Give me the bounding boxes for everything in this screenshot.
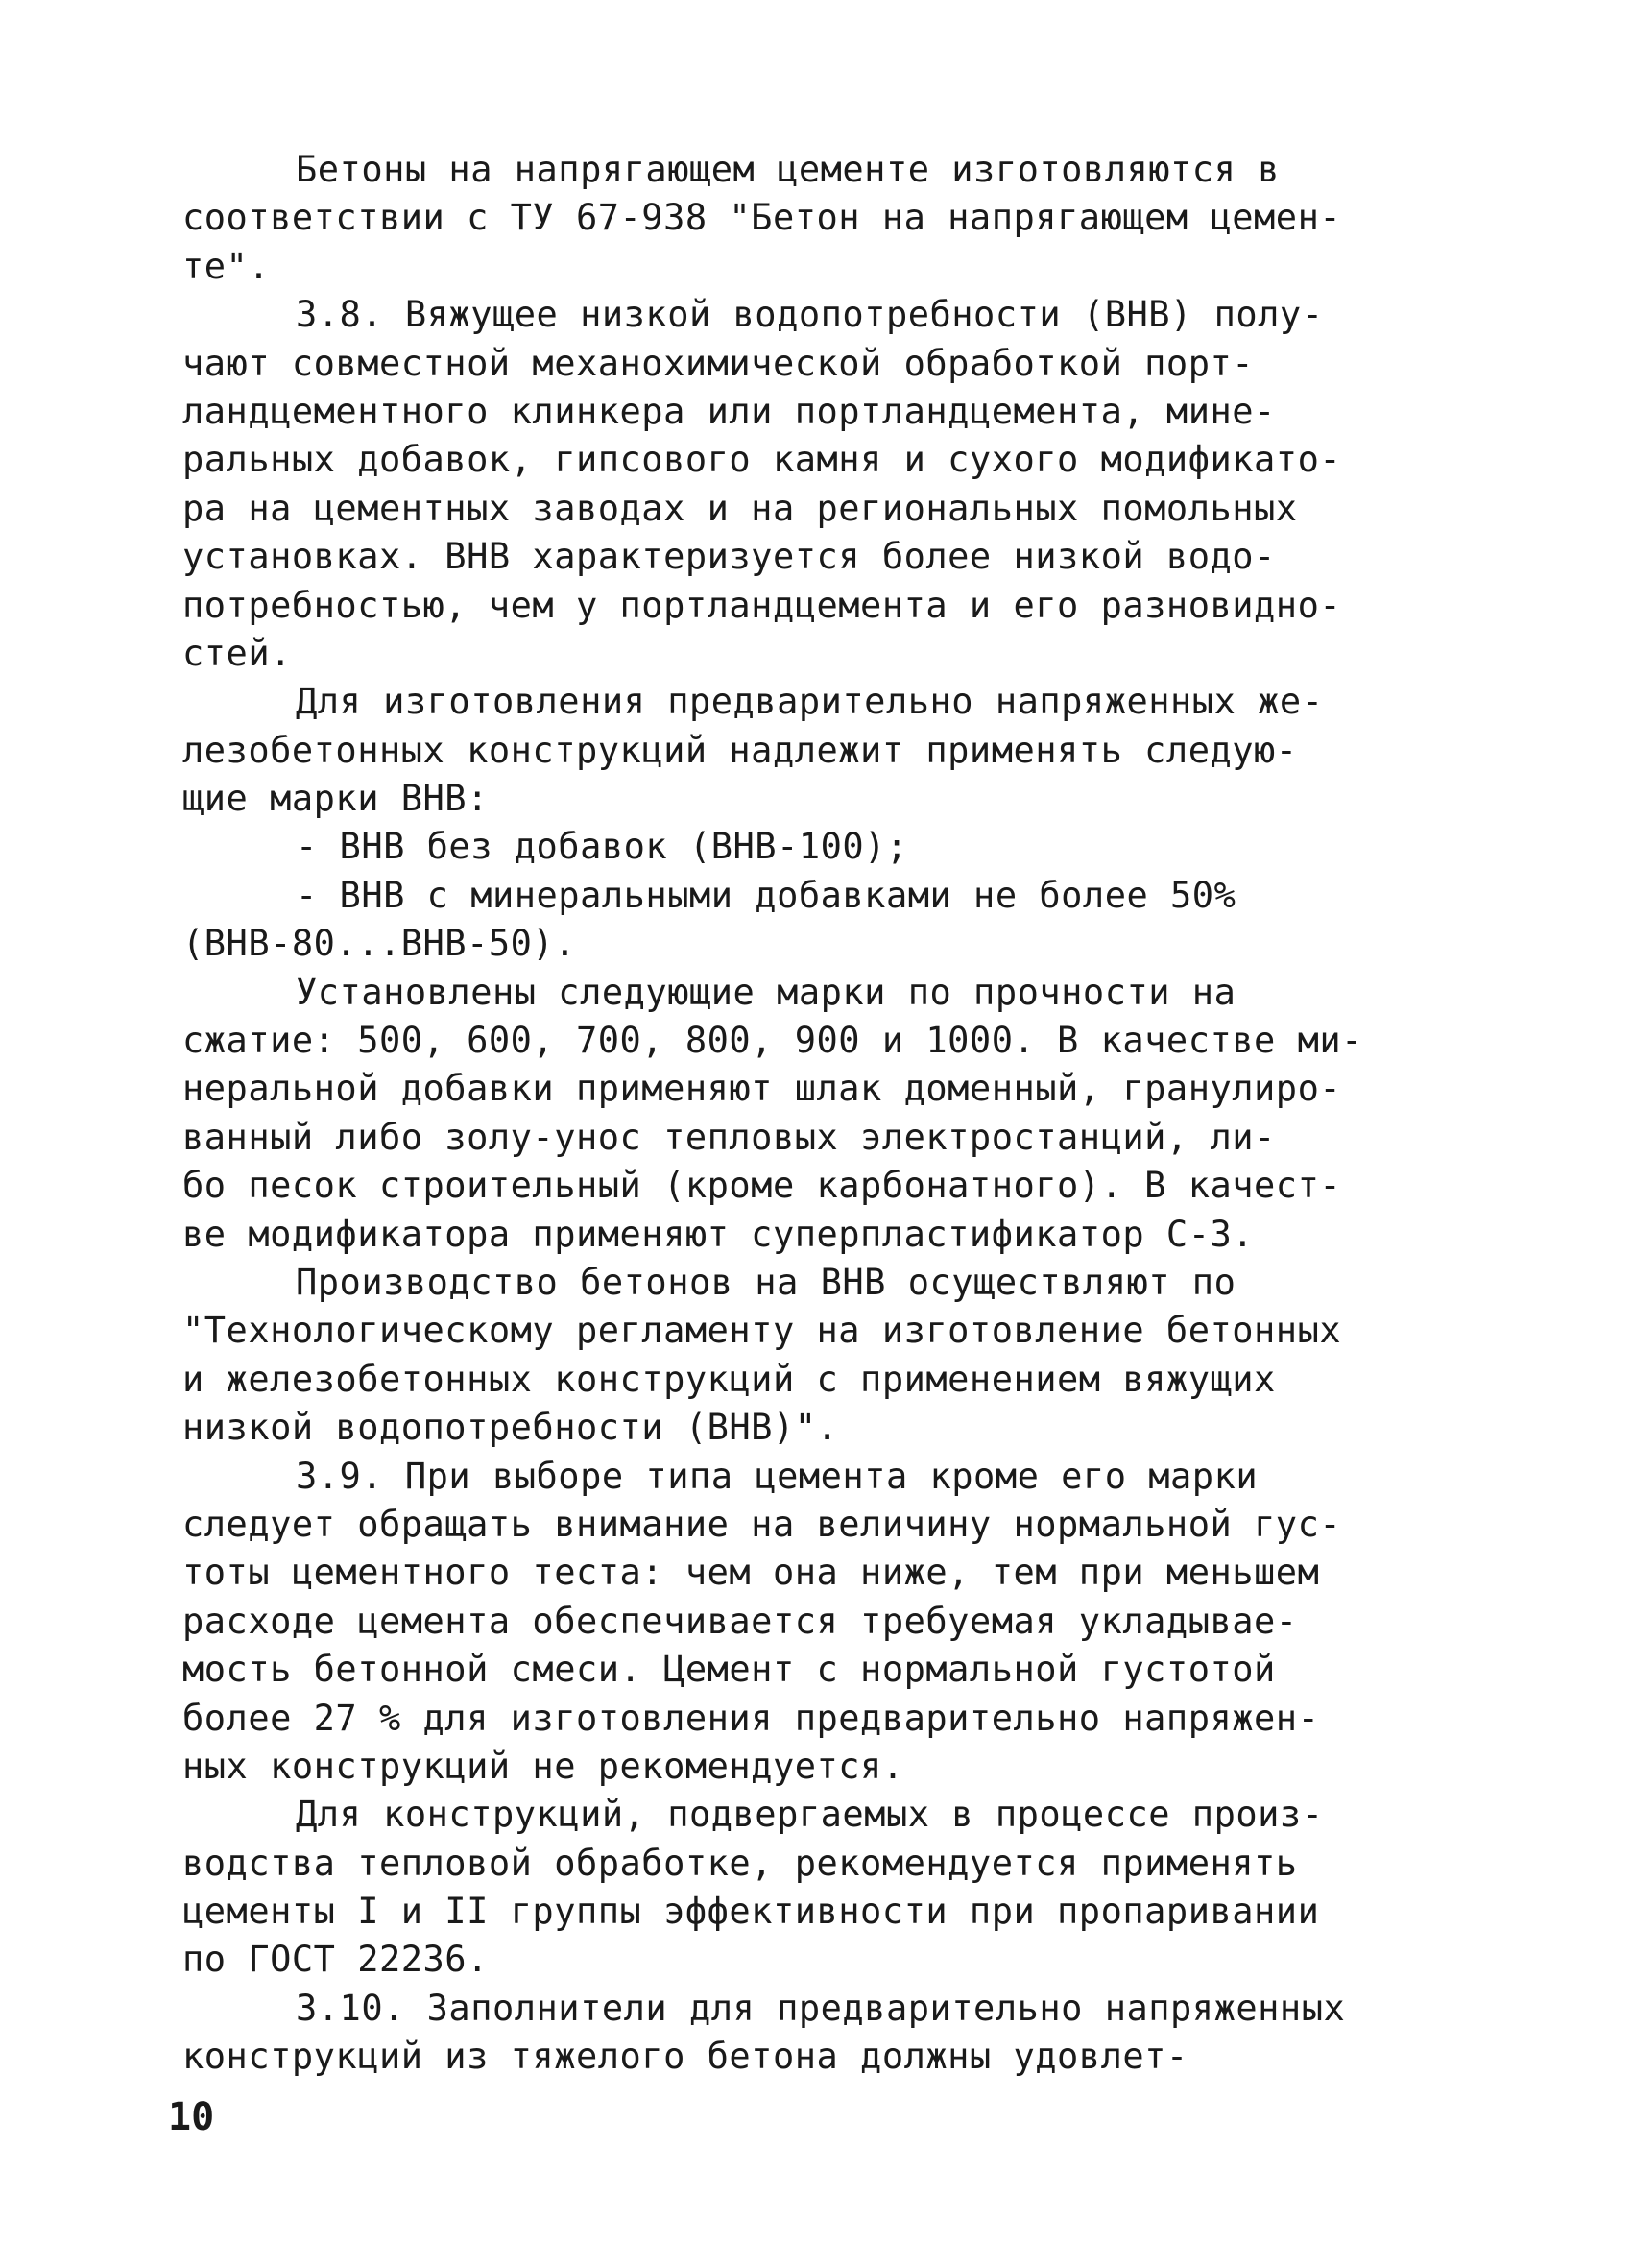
text-line: - ВНВ без добавок (ВНВ-100); bbox=[296, 826, 908, 868]
page-number: 10 bbox=[168, 2095, 215, 2139]
text-line: стей. bbox=[182, 632, 292, 674]
text-line: тоты цементного теста: чем она ниже, тем при меньшем bbox=[182, 1552, 1320, 1594]
text-line: те". bbox=[182, 245, 271, 287]
text-line: Для конструкций, подвергаемых в процессе произ- bbox=[296, 1794, 1324, 1836]
text-line: 3.8. Вяжущее низкой водопотребности (ВНВ) полу- bbox=[296, 294, 1324, 336]
text-line: щие марки ВНВ: bbox=[182, 778, 489, 820]
text-line: следует обращать внимание на величину нормальной гус- bbox=[182, 1503, 1342, 1545]
text-line: цементы I и II группы эффективности при пропаривании bbox=[182, 1891, 1320, 1933]
text-line: более 27 % для изготовления предварительно напряжен- bbox=[182, 1697, 1320, 1739]
text-line: 3.10. Заполнители для предварительно напряженных bbox=[296, 1987, 1346, 2029]
text-line: водства тепловой обработке, рекомендуется применять bbox=[182, 1842, 1298, 1884]
text-line: расходе цемента обеспечивается требуемая укладывае- bbox=[182, 1600, 1298, 1642]
text-line: установках. ВНВ характеризуется более низкой водо- bbox=[182, 536, 1276, 578]
text-line: сжатие: 500, 600, 700, 800, 900 и 1000. В качестве ми- bbox=[182, 1020, 1363, 1062]
text-line: соответствии с ТУ 67-938 "Бетон на напрягающем цемен- bbox=[182, 197, 1342, 239]
text-line: Для изготовления предварительно напряженных же- bbox=[296, 681, 1324, 723]
text-line: "Технологическому регламенту на изготовление бетонных bbox=[182, 1310, 1342, 1352]
body-text bbox=[182, 146, 1474, 2082]
text-line: мость бетонной смеси. Цемент с нормальной густотой bbox=[182, 1649, 1276, 1691]
text-line: конструкций из тяжелого бетона должны удовлет- bbox=[182, 2036, 1188, 2078]
text-line: лезобетонных конструкций надлежит применять следую- bbox=[182, 729, 1298, 771]
text-line: 3.9. При выборе типа цемента кроме его марки bbox=[296, 1455, 1259, 1497]
text-line: потребностью, чем у портландцемента и его разновидно- bbox=[182, 584, 1342, 626]
text-line: и железобетонных конструкций с применением вяжущих bbox=[182, 1358, 1276, 1400]
text-line: ных конструкций не рекомендуется. bbox=[182, 1745, 904, 1787]
text-line: неральной добавки применяют шлак доменный, гранулиро- bbox=[182, 1068, 1342, 1110]
text-line: ра на цементных заводах и на региональных помольных bbox=[182, 487, 1298, 529]
text-line: по ГОСТ 22236. bbox=[182, 1939, 489, 1981]
text-line: ве модификатора применяют суперпластификатор С-3. bbox=[182, 1213, 1255, 1255]
text-line: - ВНВ с минеральными добавками не более 50% bbox=[296, 874, 1236, 916]
text-line: низкой водопотребности (ВНВ)". bbox=[182, 1407, 839, 1449]
text-line: бо песок строительный (кроме карбонатного). В качест- bbox=[182, 1165, 1342, 1207]
text-line: ральных добавок, гипсового камня и сухого модификато- bbox=[182, 439, 1342, 481]
text-line: Производство бетонов на ВНВ осуществляют по bbox=[296, 1261, 1236, 1303]
text-line: Бетоны на напрягающем цементе изготовляются в bbox=[296, 149, 1280, 190]
text-line: ванный либо золу-унос тепловых электростанций, ли- bbox=[182, 1116, 1276, 1158]
text-line: (ВНВ-80...ВНВ-50). bbox=[182, 923, 576, 965]
text-line: Установлены следующие марки по прочности на bbox=[296, 971, 1236, 1013]
text-line: чают совместной механохимической обработкой порт- bbox=[182, 342, 1255, 384]
text-line: ландцементного клинкера или портландцемента, мине- bbox=[182, 390, 1276, 432]
